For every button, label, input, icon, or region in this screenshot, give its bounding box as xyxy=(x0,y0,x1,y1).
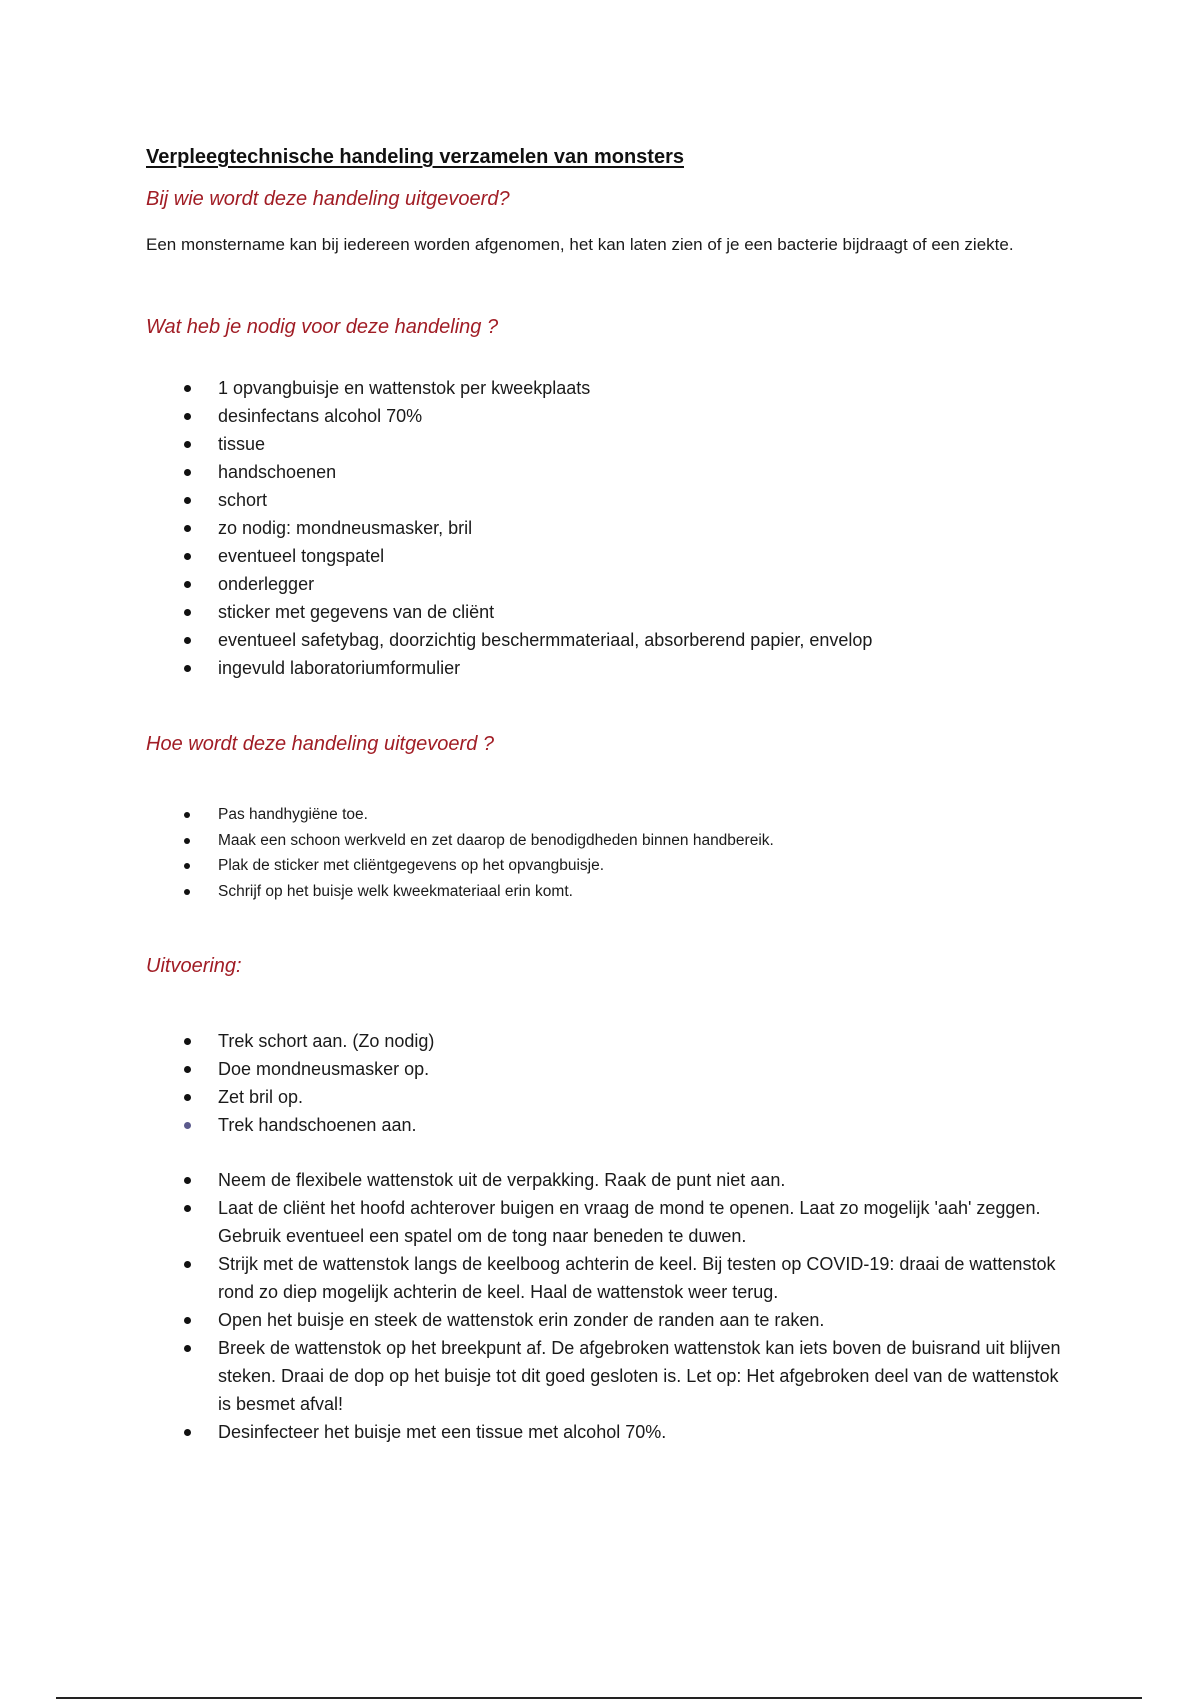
list-item: Strijk met de wattenstok langs de keelboog achterin de keel. Bij testen op COVID-19: draai de wattenstok rond zo diep mogelijk achterin de keel. Haal de wattenstok weer terug. xyxy=(146,1250,1066,1306)
list-item: Maak een schoon werkveld en zet daarop de benodigdheden binnen handbereik. xyxy=(146,828,1066,854)
list-item: Laat de cliënt het hoofd achterover buigen en vraag de mond te openen. Laat zo mogelijk 'aah' zeggen. Gebruik eventueel een spatel om de tong naar beneden te duwen. xyxy=(146,1194,1066,1250)
list-item: tissue xyxy=(146,430,1066,458)
list-item: schort xyxy=(146,486,1066,514)
list-item: eventueel tongspatel xyxy=(146,542,1066,570)
list-item: Plak de sticker met cliëntgegevens op het opvangbuisje. xyxy=(146,853,1066,879)
document-page xyxy=(146,0,1076,1700)
heading-execution: Uitvoering: xyxy=(146,955,242,977)
heading-who: Bij wie wordt deze handeling uitgevoerd? xyxy=(146,188,510,210)
list-item: 1 opvangbuisje en wattenstok per kweekplaats xyxy=(146,374,1066,402)
list-item: Open het buisje en steek de wattenstok erin zonder de randen aan te raken. xyxy=(146,1306,1066,1334)
paragraph-who: Een monstername kan bij iedereen worden afgenomen, het kan laten zien of je een bacterie bijdraagt of een ziekte. xyxy=(146,235,1014,254)
list-item: Neem de flexibele wattenstok uit de verpakking. Raak de punt niet aan. xyxy=(146,1166,1066,1194)
list-item: Zet bril op. xyxy=(146,1083,1066,1111)
execution-steps-list xyxy=(146,1166,1066,1446)
heading-how: Hoe wordt deze handeling uitgevoerd ? xyxy=(146,733,495,755)
list-item: sticker met gegevens van de cliënt xyxy=(146,598,1066,626)
list-item: Schrijf op het buisje welk kweekmateriaal erin komt. xyxy=(146,879,1066,905)
list-item: zo nodig: mondneusmasker, bril xyxy=(146,514,1066,542)
list-item: Breek de wattenstok op het breekpunt af. De afgebroken wattenstok kan iets boven de buisrand uit blijven steken. Draai de dop op het buisje tot dit goed gesloten is. Let op: Het afgebroken deel van de wattenstok is besmet afval! xyxy=(146,1334,1066,1418)
list-item: Trek schort aan. (Zo nodig) xyxy=(146,1027,1066,1055)
list-item: onderlegger xyxy=(146,570,1066,598)
list-item: handschoenen xyxy=(146,458,1066,486)
document-title: Verpleegtechnische handeling verzamelen van monsters xyxy=(146,146,684,168)
list-item: Trek handschoenen aan. xyxy=(146,1111,1066,1139)
execution-prep-list xyxy=(146,1027,1066,1139)
list-item: Pas handhygiëne toe. xyxy=(146,802,1066,828)
list-item: Doe mondneusmasker op. xyxy=(146,1055,1066,1083)
how-list xyxy=(146,802,1066,904)
list-item: eventueel safetybag, doorzichtig beschermmateriaal, absorberend papier, envelop xyxy=(146,626,1066,654)
heading-needs: Wat heb je nodig voor deze handeling ? xyxy=(146,316,499,338)
list-item: ingevuld laboratoriumformulier xyxy=(146,654,1066,682)
list-item: Desinfecteer het buisje met een tissue met alcohol 70%. xyxy=(146,1418,1066,1446)
list-item: desinfectans alcohol 70% xyxy=(146,402,1066,430)
page-bottom-rule xyxy=(56,1697,1142,1699)
needs-list xyxy=(146,374,1066,682)
